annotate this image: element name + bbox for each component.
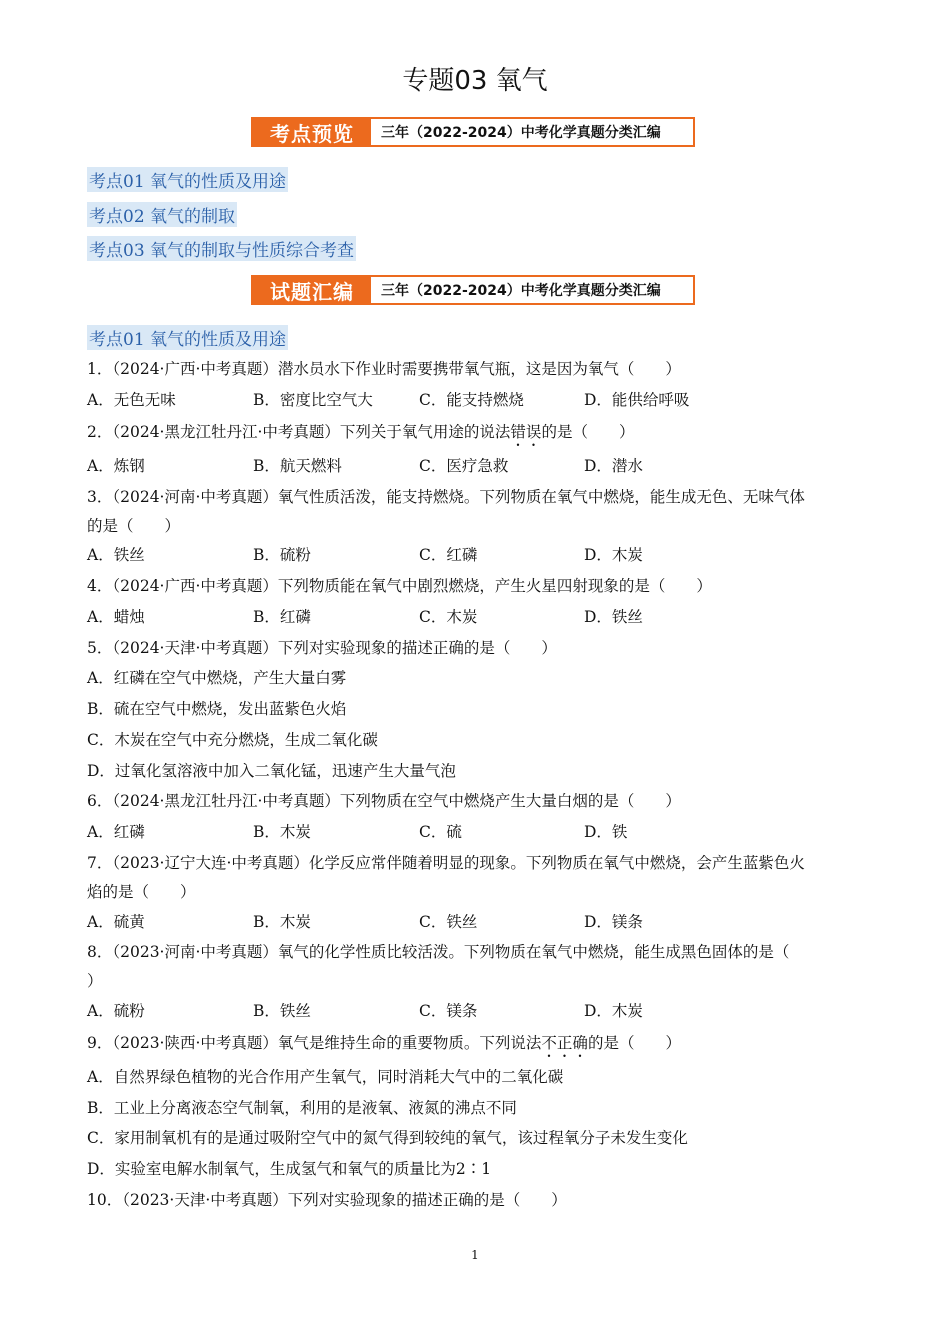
question-8-stem-line2: ） <box>87 972 103 990</box>
banner-subtitle: 三年（2022-2024）中考化学真题分类汇编 <box>381 283 661 299</box>
question-8-option-d: D．木炭 <box>584 1002 643 1020</box>
question-4-option-a: A．蜡烛 <box>87 608 145 626</box>
question-4-option-b: B．红磷 <box>253 608 311 626</box>
question-8-stem-line1: 8．（2023·河南·中考真题）氧气的化学性质比较活泼。下列物质在氧气中燃烧，能生成黑色固体的是（ <box>87 943 790 961</box>
question-4-option-d: D．铁丝 <box>584 608 643 626</box>
question-4-option-c: C．木炭 <box>419 608 478 626</box>
question-4-stem: 4．（2024·广西·中考真题）下列物质能在氧气中剧烈燃烧，产生火星四射现象的是（ ） <box>87 577 712 595</box>
question-3-stem-line2: 的是（ ） <box>87 517 181 535</box>
question-8-option-b: B．铁丝 <box>253 1002 311 1020</box>
question-6-option-c: C．硫 <box>419 823 462 841</box>
question-2-option-d: D．潜水 <box>584 457 643 475</box>
question-5-option-a: A．红磷在空气中燃烧，产生大量白雾 <box>87 669 347 687</box>
question-3-option-d: D．木炭 <box>584 546 643 564</box>
question-7-option-c: C．铁丝 <box>419 913 478 931</box>
preview-banner <box>251 117 695 147</box>
question-2-stem <box>87 422 634 450</box>
question-8-option-a: A．硫粉 <box>87 1002 145 1020</box>
question-2-option-c: C．医疗急救 <box>419 457 509 475</box>
question-3-option-b: B．硫粉 <box>253 546 311 564</box>
stem-text: 的是（ ） <box>541 423 635 441</box>
questions-banner <box>251 275 695 305</box>
question-7-stem-line2: 焰的是（ ） <box>87 883 196 901</box>
question-5-option-b: B．硫在空气中燃烧，发出蓝紫色火焰 <box>87 700 347 718</box>
question-9-stem <box>87 1033 681 1061</box>
question-1-option-b: B．密度比空气大 <box>253 391 373 409</box>
question-9-option-c: C．家用制氧机有的是通过吸附空气中的氮气得到较纯的氧气，该过程氧分子未发生变化 <box>87 1129 688 1147</box>
question-5-option-d: D．过氧化氢溶液中加入二氧化锰，迅速产生大量气泡 <box>87 762 456 780</box>
question-6-option-b: B．木炭 <box>253 823 311 841</box>
banner-tag: 考点预览 <box>253 119 371 145</box>
question-7-stem-line1: 7．（2023·辽宁大连·中考真题）化学反应常伴随着明显的现象。下列物质在氧气中燃烧，会产生蓝紫色火 <box>87 854 805 872</box>
emphasized-word: 不正确 <box>541 1034 588 1052</box>
question-1-option-d: D．能供给呼吸 <box>584 391 690 409</box>
question-7-option-b: B．木炭 <box>253 913 311 931</box>
toc-link-1[interactable]: 考点01 氧气的性质及用途 <box>87 167 288 192</box>
question-2-option-b: B．航天燃料 <box>253 457 342 475</box>
question-6-option-a: A．红磷 <box>87 823 145 841</box>
emphasized-word: 错误 <box>510 423 542 441</box>
toc-link-2[interactable]: 考点02 氧气的制取 <box>87 202 237 227</box>
page-title: 专题03 氧气 <box>402 66 548 96</box>
banner-subtitle: 三年（2022-2024）中考化学真题分类汇编 <box>381 125 661 141</box>
question-8-option-c: C．镁条 <box>419 1002 478 1020</box>
question-5-stem: 5．（2024·天津·中考真题）下列对实验现象的描述正确的是（ ） <box>87 639 557 657</box>
page-number: 1 <box>471 1248 479 1262</box>
section-heading: 考点01 氧气的性质及用途 <box>87 325 288 350</box>
stem-text: 9．（2023·陕西·中考真题）氧气是维持生命的重要物质。下列说法 <box>87 1034 542 1052</box>
question-1-option-c: C．能支持燃烧 <box>419 391 524 409</box>
question-9-option-b: B．工业上分离液态空气制氧，利用的是液氧、液氮的沸点不同 <box>87 1099 517 1117</box>
question-3-stem-line1: 3．（2024·河南·中考真题）氧气性质活泼，能支持燃烧。下列物质在氧气中燃烧，能生成无色、无味气体 <box>87 488 805 506</box>
question-2-option-a: A．炼钢 <box>87 457 145 475</box>
question-6-stem: 6．（2024·黑龙江牡丹江·中考真题）下列物质在空气中燃烧产生大量白烟的是（ ） <box>87 792 681 810</box>
question-3-option-c: C．红磷 <box>419 546 478 564</box>
stem-text: 的是（ ） <box>587 1034 681 1052</box>
question-7-option-d: D．镁条 <box>584 913 643 931</box>
banner-tag: 试题汇编 <box>253 277 371 303</box>
question-1-option-a: A．无色无味 <box>87 391 176 409</box>
question-9-option-a: A．自然界绿色植物的光合作用产生氧气，同时消耗大气中的二氧化碳 <box>87 1068 564 1086</box>
question-5-option-c: C．木炭在空气中充分燃烧，生成二氧化碳 <box>87 731 378 749</box>
question-1-stem: 1．（2024·广西·中考真题）潜水员水下作业时需要携带氧气瓶，这是因为氧气（ ） <box>87 360 681 378</box>
question-9-option-d: D．实验室电解水制氧气，生成氢气和氧气的质量比为2∶1 <box>87 1160 492 1178</box>
stem-text: 2．（2024·黑龙江牡丹江·中考真题）下列关于氧气用途的说法 <box>87 423 511 441</box>
question-6-option-d: D．铁 <box>584 823 628 841</box>
question-7-option-a: A．硫黄 <box>87 913 145 931</box>
question-10-stem: 10．（2023·天津·中考真题）下列对实验现象的描述正确的是（ ） <box>87 1191 567 1209</box>
toc-link-3[interactable]: 考点03 氧气的制取与性质综合考查 <box>87 236 356 261</box>
question-3-option-a: A．铁丝 <box>87 546 145 564</box>
